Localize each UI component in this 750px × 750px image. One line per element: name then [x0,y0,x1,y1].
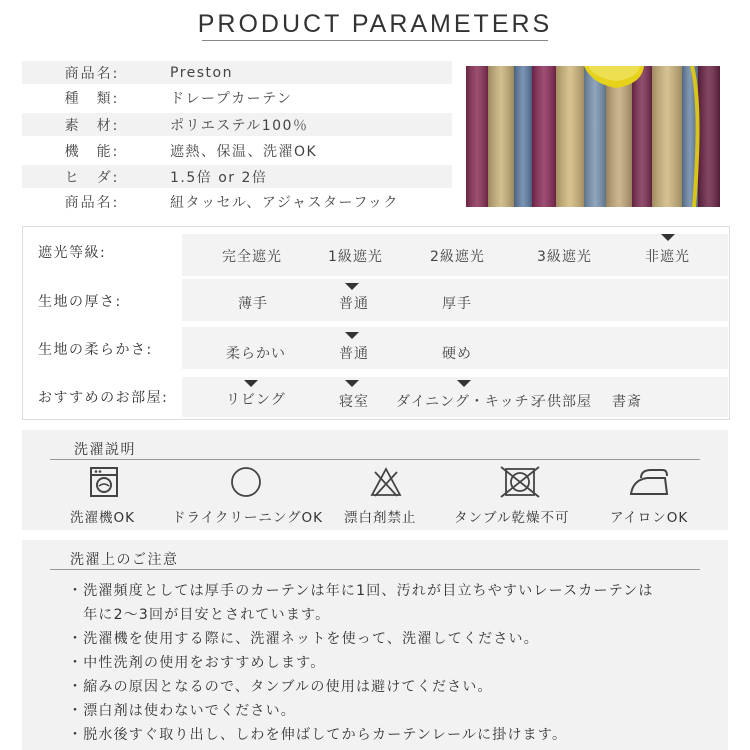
scale-row-thickness [22,279,728,325]
washing-panel [22,430,728,530]
note-line: ・洗濯機を使用する際に、洗濯ネットを使って、洗濯してください。 [68,631,539,647]
spec-value: 遮熱、保温、洗濯OK [170,143,318,160]
product-photo [466,66,720,207]
spec-value: ドレープカーテン [170,90,293,107]
wash-label: タンブル乾燥不可 [454,510,570,526]
scale-option: 子供部屋 [532,394,592,410]
note-line: ・洗濯頻度としては厚手のカーテンは年に1回、汚れが目立ちやすいレースカーテンは [68,583,654,599]
scale-option: リビング [226,392,286,408]
notes-panel [22,540,728,750]
spec-key: 機 能: [64,143,120,160]
notes-title: 洗濯上のご注意 [70,552,179,568]
scale-option: 書斎 [612,394,642,410]
spec-row [22,190,452,213]
notes-divider [50,569,700,570]
scale-label: 生地の柔らかさ: [38,342,153,358]
scale-option: 薄手 [238,296,268,312]
selected-marker-icon [345,380,359,387]
washing-divider [50,459,700,460]
scale-option: 完全遮光 [222,249,282,265]
wash-label: 漂白剤禁止 [344,510,417,526]
spec-value: Preston [170,64,233,81]
selected-marker-icon [244,380,258,387]
selected-marker-icon [345,283,359,290]
scale-label: おすすめのお部屋: [38,390,169,406]
no-tumble-dry-icon [500,466,540,498]
spec-row [22,139,452,162]
spec-key: 商品名: [64,65,120,82]
scale-option: 柔らかい [226,346,286,362]
scale-label: 遮光等級: [38,245,107,261]
scale-option: 1級遮光 [328,249,383,265]
note-line: 年に2～3回が目安とされています。 [68,607,331,623]
no-bleach-triangle-icon [370,466,402,498]
spec-row [22,61,452,84]
iron-icon [627,466,671,498]
washing-machine-icon [88,466,120,498]
title-underline [202,40,548,41]
scale-option: 厚手 [442,296,472,312]
dry-cleaning-circle-icon [230,466,262,498]
washing-title: 洗濯説明 [74,442,136,458]
scale-option: 3級遮光 [537,249,592,265]
wash-label: 洗濯機OK [70,510,135,526]
spec-value: ポリエステル100％ [170,117,309,134]
spec-key: 商品名: [64,194,120,211]
selected-marker-icon [661,234,675,241]
scale-option: 非遮光 [645,249,690,265]
spec-value: 1.5倍 or 2倍 [170,169,268,186]
note-line: ・漂白剤は使わないでください。 [68,703,296,719]
spec-key: 種 類: [64,90,120,107]
note-line: ・縮みの原因となるので、タンブルの使用は避けてください。 [68,679,493,695]
selected-marker-icon [457,380,471,387]
spec-row [22,86,452,109]
page-title: PRODUCT PARAMETERS [197,10,553,38]
wash-label: ドライクリーニングOK [172,510,324,526]
wash-label: アイロンOK [610,510,689,526]
scale-option: 硬め [442,346,472,362]
scale-option: 普通 [339,346,369,362]
scale-row-shading [22,228,728,274]
scale-row-rooms [22,373,728,419]
scale-option: ダイニング・キッチン [396,394,544,410]
scale-option: 普通 [339,296,369,312]
selected-marker-icon [345,332,359,339]
spec-row [22,165,452,188]
note-line: ・中性洗剤の使用をおすすめします。 [68,655,326,671]
scale-label: 生地の厚さ: [38,294,122,310]
spec-value: 紐タッセル、アジャスターフック [170,194,399,211]
spec-key: 素 材: [64,117,120,134]
spec-key: ヒ ダ: [64,169,120,186]
scale-option: 寝室 [339,394,369,410]
scale-row-softness [22,327,728,373]
spec-row [22,113,452,136]
scale-option: 2級遮光 [430,249,485,265]
note-line: ・脱水後すぐ取り出し、しわを伸ばしてからカーテンレールに掛けます。 [68,727,568,743]
